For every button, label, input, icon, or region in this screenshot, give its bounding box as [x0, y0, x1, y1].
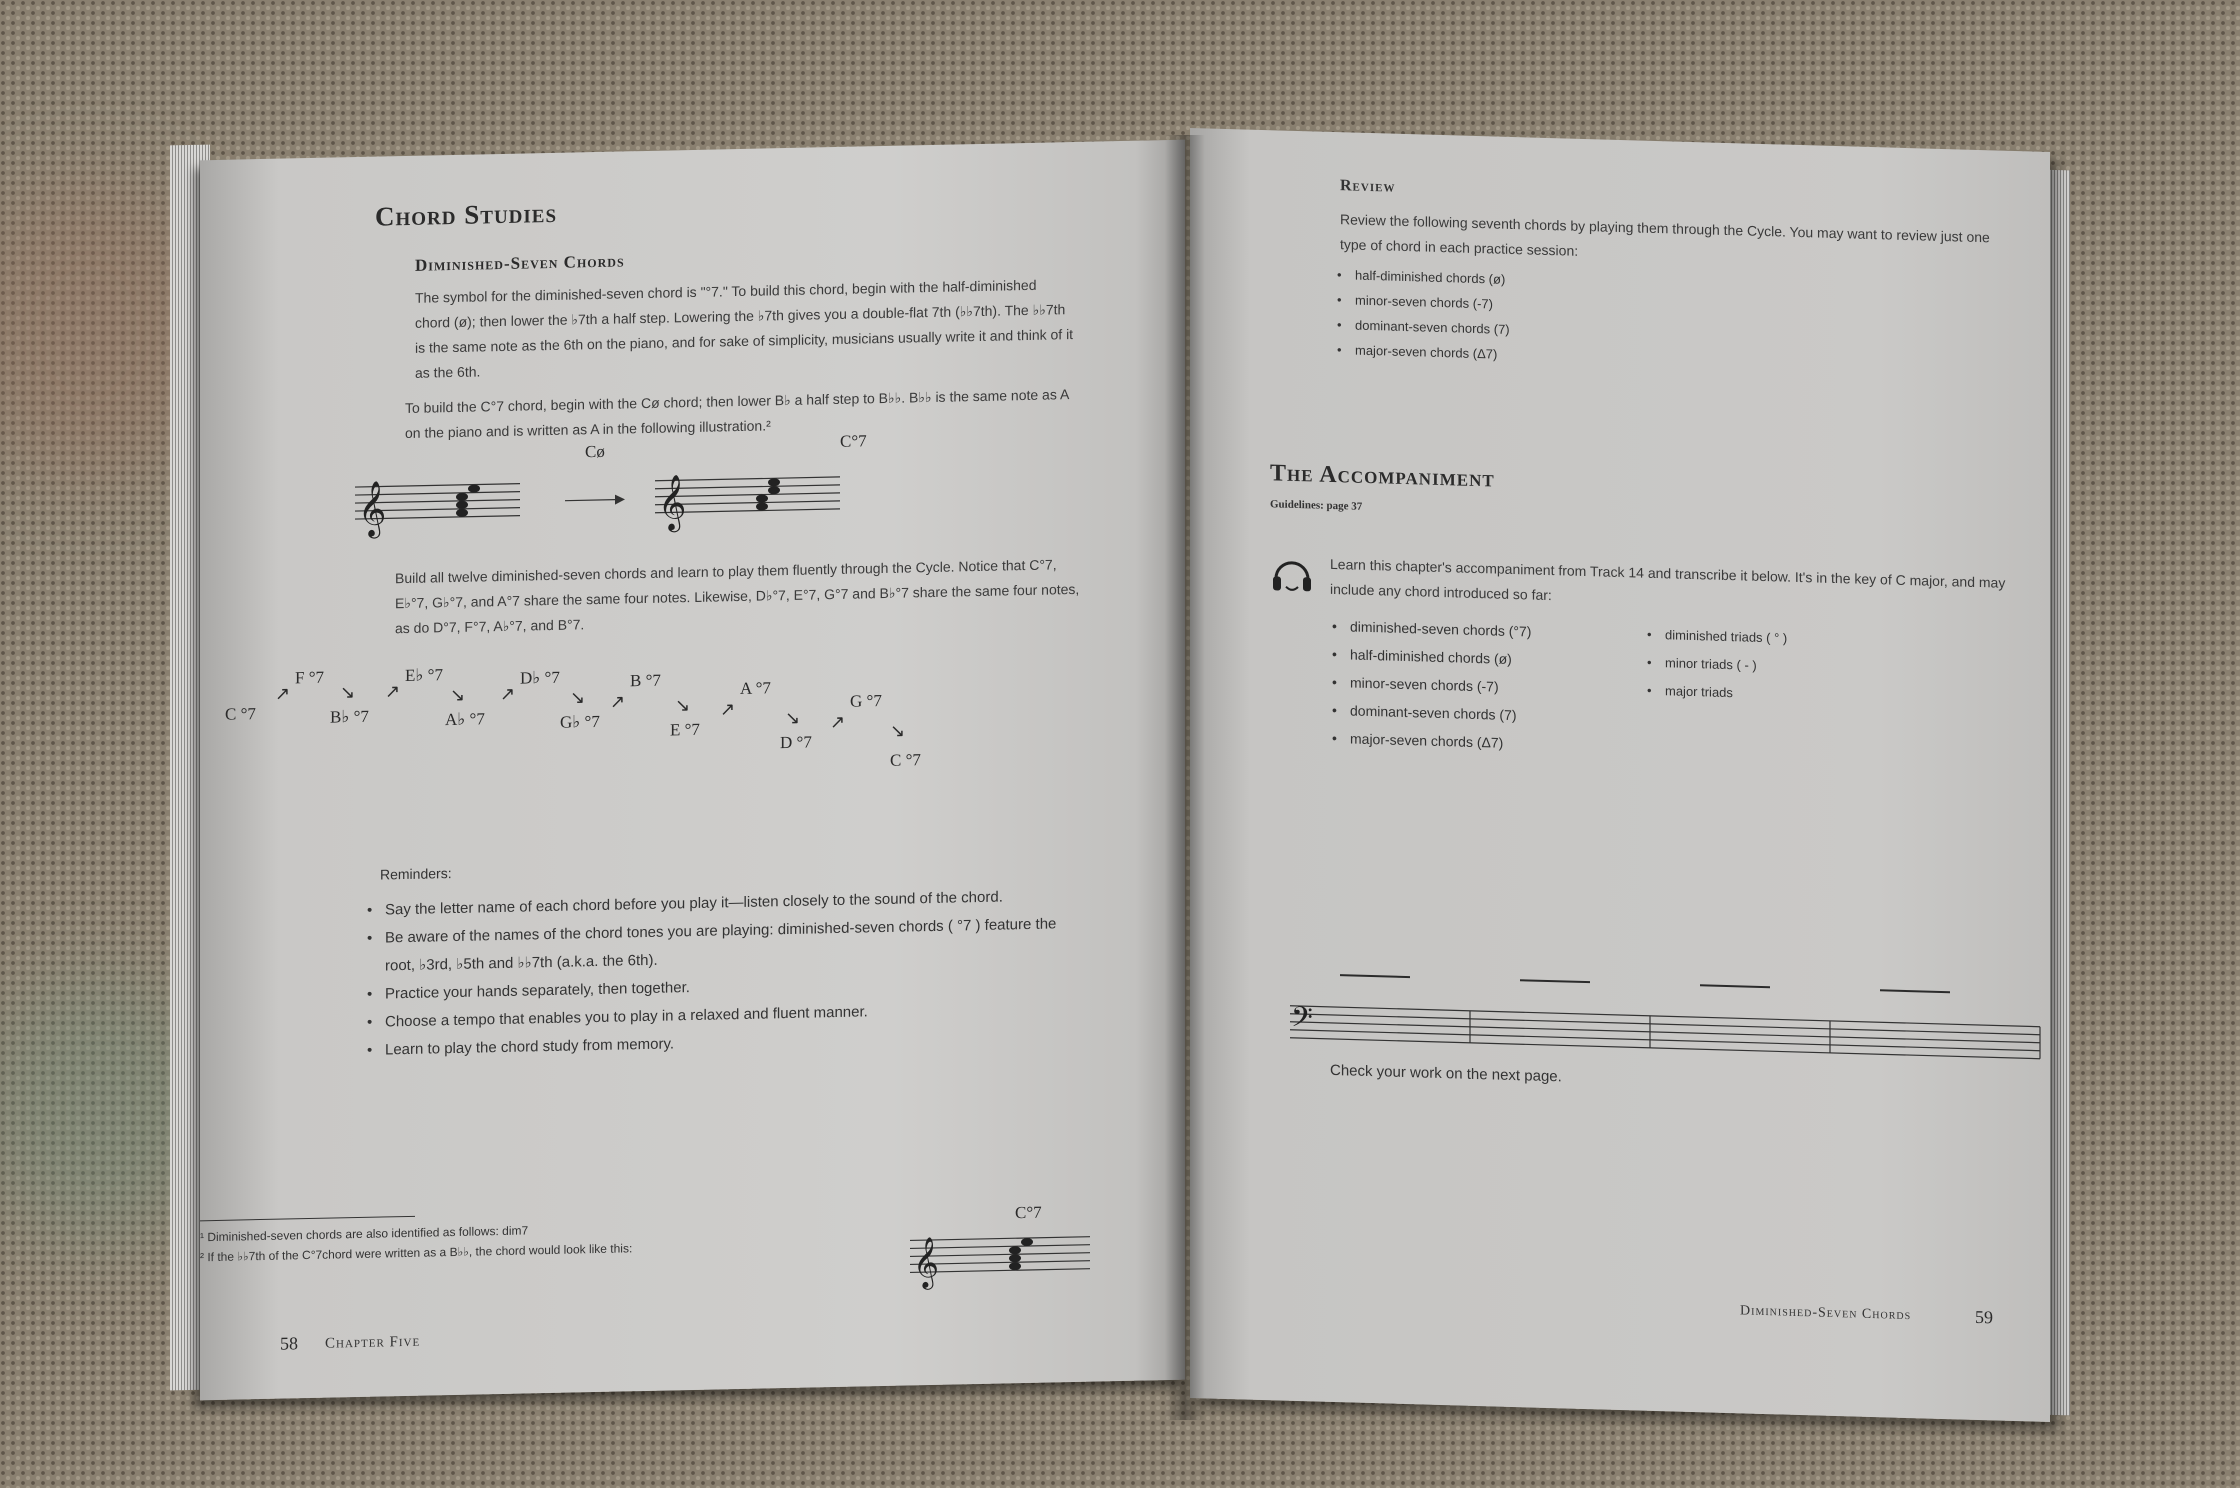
footnote-1: ¹ Diminished-seven chords are also identified as follows: dim7 — [200, 1223, 529, 1245]
arrow-down-icon: ↘ — [675, 695, 691, 716]
arrow-up-icon: ↗ — [720, 699, 736, 720]
cycle-chord: E °7 — [670, 719, 700, 740]
review-list — [1335, 262, 1835, 376]
headphones-icon — [1268, 550, 1316, 599]
accompaniment-list-2 — [1645, 621, 1945, 713]
cycle-chord: B♭ °7 — [330, 706, 369, 727]
cycle-chord: C °7 — [225, 704, 256, 724]
list-item: • diminished triads ( ° ) — [1645, 621, 1945, 657]
running-head: Chapter Five — [325, 1333, 421, 1352]
intro-paragraph: The symbol for the diminished-seven chord is "°7." To build this chord, begin with the half-diminished chord (ø); then lower the ♭7th a half step. Lowering the ♭7th gives you a double-flat 7th (♭♭7th). The ♭♭7th is the same note as the 6th on the piano, and for sake of simplicity, musicians usually write it and think of it as the 6th. — [415, 276, 1074, 381]
footnote-chord-staff — [905, 1222, 1095, 1296]
list-item: • minor triads ( - ) — [1645, 649, 1945, 685]
list-item: • minor-seven chords (-7) — [1330, 668, 1650, 705]
left-page — [200, 140, 1185, 1401]
footnote-2: ² If the ♭♭7th of the C°7chord were written as a B♭♭, the chord would look like this: — [200, 1241, 633, 1265]
list-item: • Learn to play the chord study from memory. — [365, 1022, 1065, 1065]
bass-clef-icon: 𝄢 — [1291, 1000, 1313, 1042]
footnote-rule — [200, 1216, 415, 1222]
list-item: • major-seven chords (Δ7) — [1330, 724, 1650, 761]
accompaniment-text: Learn this chapter's accompaniment from Track 14 and transcribe it below. It's in the key of C major, and may include any chord introduced so far: — [1330, 555, 2006, 604]
arrow-up-icon: ↗ — [500, 683, 516, 705]
list-item: • Say the letter name of each chord before you play it—listen closely to the sound of the chord. — [365, 882, 1065, 925]
arrow-up-icon: ↗ — [385, 681, 401, 702]
cycle-chord: F °7 — [295, 667, 325, 688]
chord-illustration — [350, 457, 850, 557]
figure-label-half-dim: Cø — [585, 441, 605, 462]
arrow-down-icon: ↘ — [890, 720, 906, 741]
list-item: • major-seven chords (Δ7) — [1335, 337, 1835, 376]
right-page — [1190, 128, 2050, 1422]
cycle-paragraph: Build all twelve diminished-seven chords and learn to play them fluently through the Cycle. Notice that C°7, E♭°7, G♭°7, and A°7 share the same four notes. Likewise, D♭°7, E°7, G°7 and B♭°7 share the same four notes, as do D°7, F°7, A♭°7, and B°7. — [395, 556, 1080, 637]
reminders-title: Reminders: — [380, 865, 452, 883]
cycle-chord: D °7 — [780, 732, 812, 753]
list-item: • dominant-seven chords (7) — [1335, 312, 1835, 351]
list-item: • major triads — [1645, 677, 1945, 713]
check-work-text: Check your work on the next page. — [1330, 1061, 1562, 1086]
treble-clef-icon: 𝄞 — [658, 474, 687, 531]
book-gutter — [1165, 135, 1205, 1420]
figure-label-dim7: C°7 — [840, 431, 867, 451]
running-head: Diminished-Seven Chords — [1740, 1303, 1912, 1324]
arrow-down-icon: ↘ — [450, 684, 466, 706]
cycle-chord: E♭ °7 — [405, 665, 443, 686]
cycle-chord: A♭ °7 — [445, 709, 485, 730]
list-item: • minor-seven chords (-7) — [1335, 287, 1835, 326]
list-item: • Choose a tempo that enables you to play in a relaxed and fluent manner. — [365, 994, 1065, 1037]
review-title: Review — [1340, 177, 1396, 196]
arrow-up-icon: ↗ — [830, 711, 846, 733]
list-item: • dominant-seven chords (7) — [1330, 696, 1650, 733]
arrow-up-icon: ↗ — [275, 683, 291, 704]
section-subheading: Diminished-Seven Chords — [415, 251, 625, 275]
cycle-chord: G♭ °7 — [560, 711, 600, 732]
page-number: 58 — [280, 1333, 298, 1354]
list-item: • half-diminished chords (ø) — [1335, 262, 1835, 301]
arrow-down-icon: ↘ — [570, 687, 586, 708]
accompaniment-title: The Accompaniment — [1270, 460, 1495, 493]
page-heading: Chord Studies — [375, 197, 558, 232]
page-number: 59 — [1975, 1306, 1993, 1328]
cycle-chord: G °7 — [850, 691, 882, 711]
review-text: Review the following seventh chords by playing them through the Cycle. You may want to review just one type of chord in each practice session: — [1340, 211, 1990, 259]
reminders-list — [365, 882, 1065, 1065]
list-item: • Practice your hands separately, then together. — [365, 966, 1065, 1009]
cycle-chord: A °7 — [740, 678, 771, 699]
treble-clef-icon: 𝄞 — [913, 1236, 940, 1289]
treble-clef-icon: 𝄞 — [358, 480, 387, 538]
cycle-chord: B °7 — [630, 670, 661, 691]
cycle-chord: C °7 — [890, 750, 921, 770]
guidelines-ref: Guidelines: page 37 — [1270, 498, 1363, 513]
cycle-chord: D♭ °7 — [520, 667, 560, 688]
list-item: • Be aware of the names of the chord tones you are playing: diminished-seven chords ( °7 ) feature the root, ♭3rd, ♭5th and ♭♭7th (a.k.a. the 6th). — [365, 910, 1065, 981]
footnote-chord-label: C°7 — [1015, 1202, 1042, 1223]
arrow-up-icon: ↗ — [610, 691, 626, 712]
transcription-staff — [1285, 966, 2045, 1077]
list-item: • diminished-seven chords (°7) — [1330, 612, 1650, 649]
arrow-down-icon: ↘ — [785, 707, 801, 729]
list-item: • half-diminished chords (ø) — [1330, 640, 1650, 677]
accompaniment-list-1 — [1330, 612, 1650, 761]
arrow-down-icon: ↘ — [340, 682, 356, 703]
build-paragraph: To build the C°7 chord, begin with the Cø chord; then lower B♭ a half step to B♭♭. B♭♭ is the same note as A on the piano and is written as A in the following illustration.² — [405, 386, 1069, 442]
